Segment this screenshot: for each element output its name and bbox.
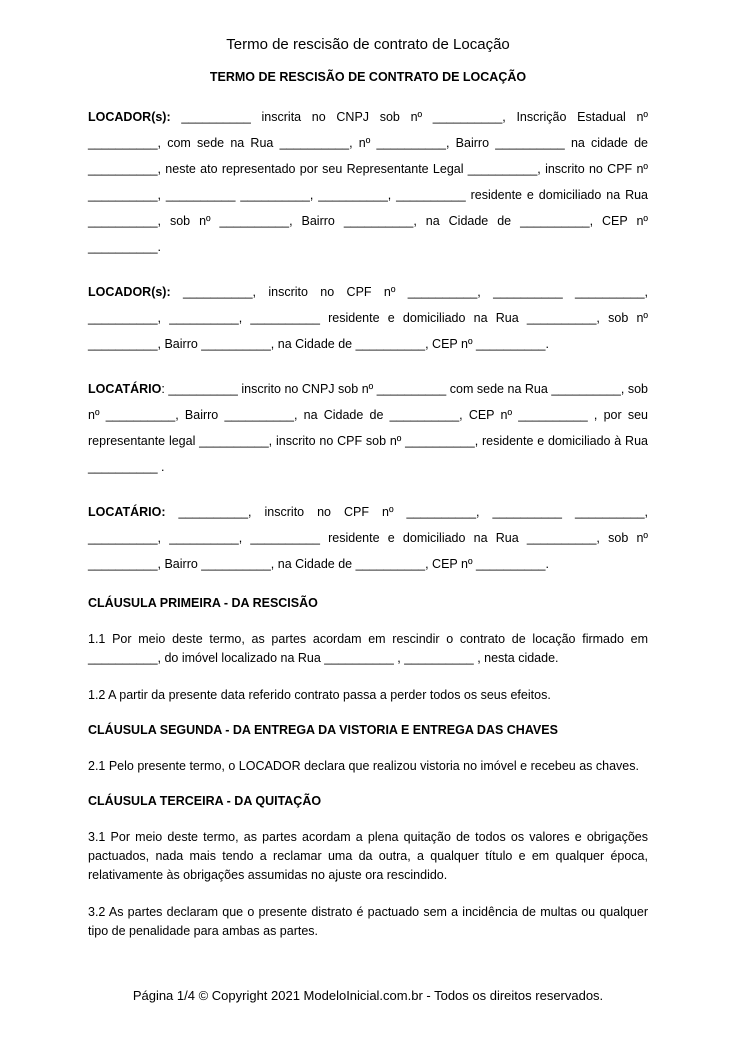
party-locador-2 — [88, 279, 648, 357]
page-header: Termo de rescisão de contrato de Locação — [226, 36, 510, 53]
party-label: LOCADOR(s): — [88, 285, 171, 299]
clause-2-heading: CLÁUSULA SEGUNDA - DA ENTREGA DA VISTORIA E ENTREGA DAS CHAVES — [88, 723, 558, 737]
party-text: __________ inscrita no CNPJ sob nº __________, Inscrição Estadual nº __________, com sede na Rua __________, nº __________, Bairro __________ na cidade de __________, neste ato representado por seu Representante Legal __________, inscrito no CPF nº __________, __________ __________, __________, __________ residente e domiciliado na Rua __________, sob nº __________, Bairro __________, na Cidade de __________, CEP nº __________. — [88, 110, 648, 254]
clause-3-paragraph-2: 3.2 As partes declaram que o presente distrato é pactuado sem a incidência de multas ou qualquer tipo de penalidade para ambas as partes. — [88, 905, 648, 938]
party-locatario-1 — [88, 376, 648, 480]
party-locatario-2 — [88, 499, 648, 577]
party-label: LOCADOR(s): — [88, 110, 171, 124]
page-footer: Página 1/4 © Copyright 2021 ModeloInicial.com.br - Todos os direitos reservados. — [132, 988, 604, 1003]
party-locador-1 — [88, 104, 648, 260]
document-title: TERMO DE RESCISÃO DE CONTRATO DE LOCAÇÃO — [209, 70, 527, 84]
clause-1-heading: CLÁUSULA PRIMEIRA - DA RESCISÃO — [88, 596, 318, 610]
clause-2-paragraph-1: 2.1 Pelo presente termo, o LOCADOR declara que realizou vistoria no imóvel e recebeu as chaves. — [88, 759, 639, 773]
clause-3-paragraph-1: 3.1 Por meio deste termo, as partes acordam a plena quitação de todos os valores e obrigações pactuados, nada mais tendo a reclamar uma da outra, a qualquer título e em qualquer época, relativamente às obrigações assumidas no ajuste ora rescindido. — [88, 830, 648, 882]
document-body — [88, 104, 648, 959]
clause-1-paragraph-2: 1.2 A partir da presente data referido contrato passa a perder todos os seus efeitos. — [88, 688, 551, 702]
party-text: __________, inscrito no CPF nº __________, __________ __________, __________, __________, __________ residente e domiciliado na Rua __________, sob nº __________, Bairro __________, na Cidade de __________, CEP nº __________. — [88, 505, 648, 571]
party-text: __________, inscrito no CPF nº __________, __________ __________, __________, __________, __________ residente e domiciliado na Rua __________, sob nº __________, Bairro __________, na Cidade de __________, CEP nº __________. — [88, 285, 648, 351]
party-label: LOCATÁRIO: — [88, 505, 166, 519]
clause-3-heading: CLÁUSULA TERCEIRA - DA QUITAÇÃO — [88, 794, 322, 808]
clause-1-paragraph-1: 1.1 Por meio deste termo, as partes acordam em rescindir o contrato de locação firmado em __________, do imóvel localizado na Rua __________ , __________ , nesta cidade. — [88, 632, 648, 665]
party-label: LOCATÁRIO — [88, 382, 162, 396]
party-text: : __________ inscrito no CNPJ sob nº __________ com sede na Rua __________, sob nº __________, Bairro __________, na Cidade de __________, CEP nº __________ , por seu representante legal __________, inscrito no CPF sob nº __________, residente e domiciliado à Rua __________ . — [88, 382, 648, 474]
